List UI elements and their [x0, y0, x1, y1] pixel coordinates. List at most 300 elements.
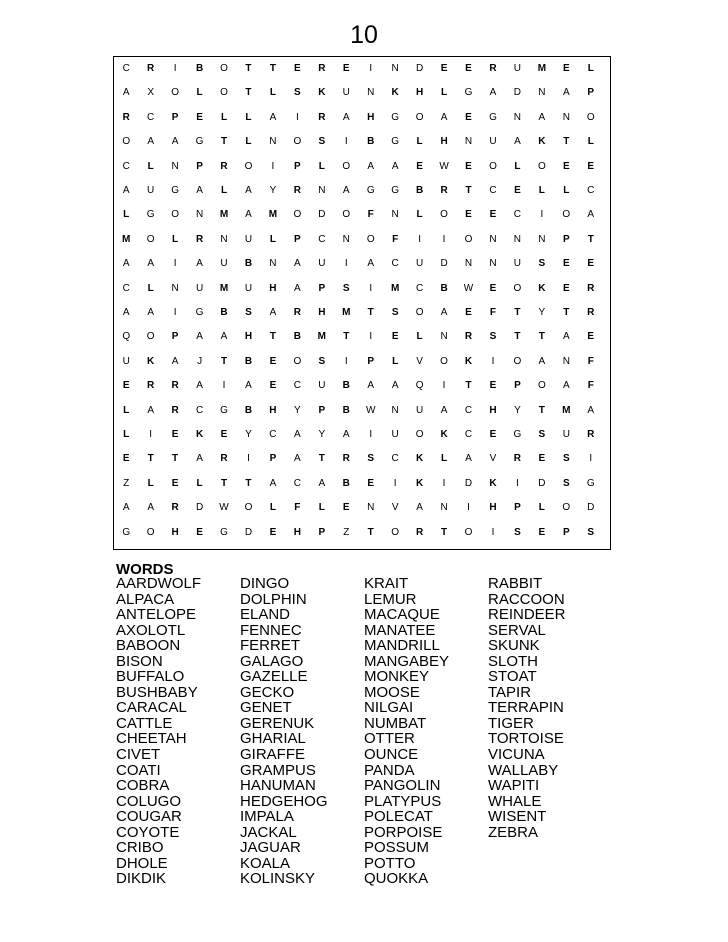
grid-cell[interactable]: A: [245, 209, 252, 221]
grid-cell[interactable]: M: [219, 209, 229, 221]
grid-cell[interactable]: A: [147, 258, 154, 270]
grid-cell[interactable]: A: [294, 453, 301, 465]
grid-cell[interactable]: E: [196, 111, 203, 123]
grid-cell[interactable]: K: [538, 282, 546, 294]
grid-cell[interactable]: A: [269, 111, 277, 123]
grid-cell[interactable]: L: [441, 453, 448, 465]
grid-cell[interactable]: B: [244, 404, 253, 416]
grid-cell[interactable]: O: [244, 160, 253, 172]
grid-cell[interactable]: A: [294, 429, 301, 440]
grid-cell[interactable]: A: [196, 380, 203, 392]
grid-cell[interactable]: H: [293, 526, 301, 538]
grid-cell[interactable]: U: [244, 233, 253, 245]
grid-cell[interactable]: O: [415, 111, 424, 123]
grid-cell[interactable]: E: [196, 526, 203, 538]
grid-cell[interactable]: L: [441, 87, 448, 99]
grid-cell[interactable]: I: [491, 355, 495, 367]
grid-cell[interactable]: X: [147, 87, 154, 99]
grid-cell[interactable]: C: [195, 404, 204, 416]
grid-cell[interactable]: N: [538, 87, 546, 99]
grid-cell[interactable]: A: [147, 307, 154, 318]
grid-cell[interactable]: K: [440, 429, 448, 440]
grid-cell[interactable]: R: [587, 307, 595, 318]
grid-cell[interactable]: O: [440, 209, 448, 221]
grid-cell[interactable]: E: [538, 526, 546, 538]
grid-cell[interactable]: L: [172, 233, 179, 245]
grid-cell[interactable]: N: [513, 111, 522, 123]
grid-cell[interactable]: A: [122, 185, 130, 196]
grid-cell[interactable]: E: [391, 331, 399, 343]
grid-cell[interactable]: P: [587, 87, 595, 99]
grid-cell[interactable]: C: [587, 185, 595, 196]
grid-cell[interactable]: E: [416, 160, 423, 172]
grid-cell[interactable]: G: [195, 136, 204, 148]
grid-cell[interactable]: S: [367, 453, 375, 465]
grid-cell[interactable]: E: [269, 355, 277, 367]
grid-cell[interactable]: I: [173, 63, 177, 74]
grid-cell[interactable]: T: [367, 526, 374, 538]
grid-cell[interactable]: A: [122, 258, 130, 270]
grid-cell[interactable]: A: [245, 380, 252, 392]
grid-cell[interactable]: H: [269, 282, 277, 294]
grid-cell[interactable]: E: [220, 429, 228, 440]
grid-cell[interactable]: U: [147, 185, 155, 196]
grid-cell[interactable]: T: [172, 453, 179, 465]
grid-cell[interactable]: E: [122, 453, 130, 465]
grid-cell[interactable]: L: [123, 209, 130, 221]
grid-cell[interactable]: G: [146, 209, 155, 221]
grid-cell[interactable]: A: [122, 87, 130, 99]
grid-cell[interactable]: W: [365, 404, 376, 416]
grid-cell[interactable]: T: [538, 404, 545, 416]
grid-cell[interactable]: Y: [538, 307, 546, 318]
grid-cell[interactable]: V: [391, 502, 399, 514]
grid-cell[interactable]: A: [367, 380, 375, 392]
grid-cell[interactable]: I: [418, 233, 421, 245]
grid-cell[interactable]: S: [489, 331, 497, 343]
grid-cell[interactable]: A: [562, 380, 570, 392]
grid-cell[interactable]: T: [465, 380, 472, 392]
grid-cell[interactable]: N: [489, 258, 497, 270]
grid-cell[interactable]: E: [122, 380, 130, 392]
grid-cell[interactable]: R: [464, 331, 473, 343]
grid-cell[interactable]: A: [416, 502, 423, 514]
grid-cell[interactable]: O: [366, 233, 375, 245]
grid-cell[interactable]: R: [293, 307, 301, 318]
grid-cell[interactable]: T: [514, 331, 521, 343]
grid-cell[interactable]: B: [244, 258, 253, 270]
grid-cell[interactable]: C: [147, 111, 155, 123]
grid-cell[interactable]: A: [196, 331, 203, 343]
grid-cell[interactable]: A: [196, 258, 203, 270]
grid-cell[interactable]: E: [171, 477, 179, 489]
grid-cell[interactable]: R: [195, 233, 204, 245]
grid-cell[interactable]: L: [563, 185, 570, 196]
grid-cell[interactable]: O: [391, 526, 400, 538]
grid-cell[interactable]: Y: [294, 404, 301, 416]
grid-cell[interactable]: K: [415, 477, 424, 489]
grid-cell[interactable]: N: [489, 233, 497, 245]
grid-cell[interactable]: R: [318, 111, 326, 123]
grid-cell[interactable]: P: [514, 380, 521, 392]
grid-cell[interactable]: R: [122, 111, 130, 123]
grid-cell[interactable]: T: [269, 63, 276, 74]
grid-cell[interactable]: L: [538, 502, 545, 514]
grid-cell[interactable]: O: [293, 355, 302, 367]
grid-cell[interactable]: L: [538, 185, 545, 196]
grid-cell[interactable]: O: [586, 111, 595, 123]
grid-cell[interactable]: B: [293, 331, 301, 343]
grid-cell[interactable]: I: [173, 258, 177, 270]
grid-cell[interactable]: S: [391, 307, 399, 318]
grid-cell[interactable]: J: [197, 355, 203, 367]
grid-cell[interactable]: I: [173, 307, 177, 318]
grid-cell[interactable]: C: [318, 233, 326, 245]
grid-cell[interactable]: C: [391, 453, 399, 465]
grid-cell[interactable]: I: [393, 477, 397, 489]
grid-cell[interactable]: D: [244, 526, 253, 538]
grid-cell[interactable]: M: [342, 307, 351, 318]
grid-cell[interactable]: Y: [245, 429, 252, 440]
grid-cell[interactable]: U: [562, 429, 570, 440]
grid-cell[interactable]: T: [514, 307, 521, 318]
grid-cell[interactable]: O: [146, 526, 155, 538]
grid-cell[interactable]: L: [269, 233, 276, 245]
grid-cell[interactable]: A: [587, 404, 595, 416]
grid-cell[interactable]: R: [171, 502, 179, 514]
grid-cell[interactable]: N: [220, 233, 228, 245]
grid-cell[interactable]: L: [416, 209, 423, 221]
grid-cell[interactable]: A: [196, 185, 203, 196]
grid-cell[interactable]: E: [269, 526, 277, 538]
grid-cell[interactable]: C: [489, 185, 497, 196]
grid-cell[interactable]: L: [416, 331, 423, 343]
grid-cell[interactable]: M: [537, 63, 547, 74]
grid-cell[interactable]: R: [220, 453, 228, 465]
grid-cell[interactable]: O: [171, 209, 179, 221]
grid-cell[interactable]: A: [245, 185, 252, 196]
grid-cell[interactable]: B: [342, 404, 350, 416]
grid-cell[interactable]: O: [537, 380, 546, 392]
grid-cell[interactable]: A: [538, 355, 546, 367]
grid-cell[interactable]: N: [391, 209, 399, 221]
grid-cell[interactable]: N: [562, 355, 570, 367]
grid-cell[interactable]: O: [293, 136, 302, 148]
grid-cell[interactable]: T: [245, 63, 252, 74]
grid-cell[interactable]: O: [342, 209, 351, 221]
grid-cell[interactable]: G: [195, 307, 204, 318]
grid-cell[interactable]: A: [587, 209, 595, 221]
grid-cell[interactable]: O: [146, 233, 155, 245]
grid-cell[interactable]: S: [562, 453, 570, 465]
grid-cell[interactable]: H: [244, 331, 253, 343]
grid-cell[interactable]: N: [464, 136, 473, 148]
grid-cell[interactable]: T: [147, 453, 154, 465]
grid-cell[interactable]: M: [317, 331, 326, 343]
grid-cell[interactable]: E: [514, 185, 521, 196]
grid-cell[interactable]: E: [465, 160, 472, 172]
grid-cell[interactable]: Q: [122, 331, 131, 343]
grid-cell[interactable]: Z: [123, 477, 130, 489]
grid-cell[interactable]: A: [294, 258, 301, 270]
grid-cell[interactable]: D: [195, 502, 204, 514]
grid-cell[interactable]: I: [442, 380, 446, 392]
grid-cell[interactable]: I: [540, 209, 544, 221]
grid-cell[interactable]: P: [294, 233, 301, 245]
grid-cell[interactable]: F: [294, 502, 301, 514]
grid-cell[interactable]: A: [122, 502, 130, 514]
grid-cell[interactable]: A: [489, 87, 497, 99]
grid-cell[interactable]: U: [415, 404, 424, 416]
grid-cell[interactable]: D: [464, 477, 473, 489]
grid-cell[interactable]: C: [122, 63, 130, 74]
grid-cell[interactable]: O: [464, 526, 473, 538]
grid-cell[interactable]: B: [244, 355, 253, 367]
grid-cell[interactable]: G: [220, 404, 228, 416]
grid-cell[interactable]: A: [269, 307, 277, 318]
grid-cell[interactable]: E: [562, 282, 570, 294]
grid-cell[interactable]: I: [222, 380, 226, 392]
grid-cell[interactable]: L: [245, 136, 252, 148]
grid-cell[interactable]: O: [415, 307, 424, 318]
grid-cell[interactable]: C: [415, 282, 424, 294]
grid-cell[interactable]: L: [269, 502, 276, 514]
grid-cell[interactable]: I: [149, 429, 153, 440]
grid-cell[interactable]: R: [147, 380, 155, 392]
grid-cell[interactable]: A: [440, 404, 448, 416]
grid-cell[interactable]: P: [196, 160, 203, 172]
grid-cell[interactable]: O: [293, 209, 302, 221]
grid-cell[interactable]: N: [171, 160, 179, 172]
grid-cell[interactable]: L: [318, 160, 325, 172]
grid-cell[interactable]: B: [367, 136, 375, 148]
grid-cell[interactable]: M: [219, 282, 229, 294]
grid-cell[interactable]: E: [562, 160, 570, 172]
grid-cell[interactable]: G: [122, 526, 131, 538]
grid-cell[interactable]: C: [391, 258, 399, 270]
grid-cell[interactable]: K: [489, 477, 497, 489]
grid-cell[interactable]: D: [587, 502, 595, 514]
grid-cell[interactable]: L: [587, 136, 594, 148]
grid-cell[interactable]: M: [268, 209, 278, 221]
grid-cell[interactable]: U: [391, 429, 399, 440]
grid-cell[interactable]: B: [220, 307, 228, 318]
grid-cell[interactable]: P: [514, 502, 521, 514]
grid-cell[interactable]: G: [171, 185, 179, 196]
grid-cell[interactable]: I: [247, 453, 250, 465]
grid-cell[interactable]: E: [489, 380, 497, 392]
grid-cell[interactable]: S: [294, 87, 301, 99]
grid-cell[interactable]: E: [465, 209, 472, 221]
grid-cell[interactable]: N: [269, 136, 277, 148]
grid-cell[interactable]: O: [537, 160, 546, 172]
grid-cell[interactable]: G: [391, 185, 400, 196]
grid-cell[interactable]: E: [342, 63, 350, 74]
grid-cell[interactable]: A: [391, 380, 399, 392]
grid-cell[interactable]: E: [367, 477, 375, 489]
grid-cell[interactable]: C: [464, 404, 473, 416]
grid-cell[interactable]: O: [513, 355, 522, 367]
grid-cell[interactable]: T: [538, 331, 545, 343]
grid-cell[interactable]: K: [415, 453, 424, 465]
grid-cell[interactable]: N: [391, 404, 399, 416]
grid-cell[interactable]: P: [171, 331, 179, 343]
grid-cell[interactable]: C: [513, 209, 522, 221]
grid-cell[interactable]: O: [220, 63, 228, 74]
grid-cell[interactable]: R: [587, 282, 595, 294]
grid-cell[interactable]: B: [195, 63, 204, 74]
grid-cell[interactable]: K: [147, 355, 155, 367]
grid-cell[interactable]: L: [269, 87, 276, 99]
grid-cell[interactable]: R: [440, 185, 448, 196]
grid-cell[interactable]: A: [440, 307, 448, 318]
grid-cell[interactable]: O: [244, 502, 253, 514]
grid-cell[interactable]: T: [563, 307, 570, 318]
grid-cell[interactable]: P: [367, 355, 375, 367]
grid-cell[interactable]: L: [123, 404, 130, 416]
grid-cell[interactable]: N: [195, 209, 204, 221]
grid-cell[interactable]: K: [195, 429, 204, 440]
grid-cell[interactable]: U: [195, 282, 204, 294]
grid-cell[interactable]: D: [415, 63, 424, 74]
grid-cell[interactable]: L: [147, 160, 154, 172]
grid-cell[interactable]: B: [342, 477, 350, 489]
grid-cell[interactable]: K: [318, 87, 326, 99]
grid-cell[interactable]: L: [220, 111, 228, 123]
grid-cell[interactable]: N: [342, 233, 350, 245]
grid-cell[interactable]: H: [171, 526, 179, 538]
grid-cell[interactable]: C: [293, 477, 301, 489]
grid-cell[interactable]: W: [463, 282, 474, 294]
grid-cell[interactable]: C: [269, 429, 277, 440]
grid-cell[interactable]: E: [294, 63, 301, 74]
grid-cell[interactable]: L: [318, 502, 325, 514]
grid-cell[interactable]: R: [220, 160, 228, 172]
grid-cell[interactable]: U: [342, 87, 350, 99]
grid-cell[interactable]: T: [441, 526, 448, 538]
grid-cell[interactable]: G: [391, 136, 400, 148]
grid-cell[interactable]: I: [467, 502, 470, 514]
grid-cell[interactable]: N: [440, 502, 448, 514]
grid-cell[interactable]: N: [367, 87, 375, 99]
grid-cell[interactable]: T: [220, 355, 228, 367]
grid-cell[interactable]: S: [245, 307, 252, 318]
grid-cell[interactable]: I: [271, 160, 275, 172]
grid-cell[interactable]: E: [171, 429, 179, 440]
grid-cell[interactable]: N: [464, 258, 473, 270]
grid-cell[interactable]: A: [269, 477, 277, 489]
grid-cell[interactable]: R: [293, 185, 301, 196]
grid-cell[interactable]: A: [367, 258, 375, 270]
grid-cell[interactable]: U: [122, 355, 130, 367]
grid-cell[interactable]: P: [318, 282, 326, 294]
grid-cell[interactable]: S: [342, 282, 350, 294]
grid-cell[interactable]: O: [171, 87, 179, 99]
grid-cell[interactable]: I: [491, 526, 495, 538]
grid-cell[interactable]: E: [587, 160, 595, 172]
grid-cell[interactable]: L: [587, 63, 594, 74]
grid-cell[interactable]: G: [489, 111, 497, 123]
grid-cell[interactable]: E: [269, 380, 277, 392]
grid-cell[interactable]: O: [220, 87, 228, 99]
grid-cell[interactable]: A: [538, 111, 546, 123]
grid-cell[interactable]: I: [344, 136, 348, 148]
grid-cell[interactable]: E: [465, 111, 472, 123]
grid-cell[interactable]: S: [562, 477, 570, 489]
grid-cell[interactable]: A: [294, 282, 301, 294]
grid-cell[interactable]: Q: [415, 380, 424, 392]
grid-cell[interactable]: E: [587, 331, 595, 343]
grid-cell[interactable]: Y: [269, 185, 277, 196]
grid-cell[interactable]: T: [563, 136, 570, 148]
grid-cell[interactable]: I: [589, 453, 593, 465]
grid-cell[interactable]: N: [171, 282, 179, 294]
grid-cell[interactable]: A: [342, 185, 350, 196]
grid-cell[interactable]: B: [342, 380, 350, 392]
grid-cell[interactable]: N: [440, 331, 448, 343]
grid-cell[interactable]: F: [489, 307, 497, 318]
grid-cell[interactable]: T: [245, 477, 252, 489]
grid-cell[interactable]: U: [415, 258, 424, 270]
grid-cell[interactable]: D: [440, 258, 448, 270]
grid-cell[interactable]: P: [318, 526, 326, 538]
grid-cell[interactable]: K: [391, 87, 399, 99]
grid-cell[interactable]: P: [294, 160, 301, 172]
grid-cell[interactable]: G: [366, 185, 375, 196]
grid-cell[interactable]: B: [415, 185, 424, 196]
grid-cell[interactable]: O: [415, 429, 424, 440]
grid-cell[interactable]: B: [440, 282, 448, 294]
grid-cell[interactable]: F: [367, 209, 374, 221]
grid-cell[interactable]: A: [514, 136, 521, 148]
grid-cell[interactable]: A: [171, 355, 179, 367]
grid-cell[interactable]: A: [342, 111, 350, 123]
grid-cell[interactable]: L: [220, 185, 228, 196]
grid-cell[interactable]: C: [122, 282, 130, 294]
grid-cell[interactable]: S: [587, 526, 595, 538]
grid-cell[interactable]: L: [123, 429, 130, 440]
grid-cell[interactable]: D: [538, 477, 546, 489]
grid-cell[interactable]: V: [416, 355, 423, 367]
grid-cell[interactable]: N: [318, 185, 326, 196]
grid-cell[interactable]: E: [538, 453, 546, 465]
grid-cell[interactable]: E: [587, 258, 595, 270]
grid-cell[interactable]: L: [196, 477, 203, 489]
grid-cell[interactable]: A: [367, 160, 375, 172]
grid-cell[interactable]: H: [440, 136, 448, 148]
grid-cell[interactable]: S: [538, 429, 546, 440]
grid-cell[interactable]: H: [489, 502, 497, 514]
grid-cell[interactable]: T: [343, 331, 350, 343]
grid-cell[interactable]: A: [562, 331, 570, 343]
grid-cell[interactable]: A: [196, 453, 203, 465]
grid-cell[interactable]: O: [489, 160, 497, 172]
grid-cell[interactable]: T: [245, 87, 252, 99]
grid-cell[interactable]: L: [514, 160, 521, 172]
grid-cell[interactable]: T: [465, 185, 472, 196]
grid-cell[interactable]: D: [318, 209, 326, 221]
grid-cell[interactable]: U: [513, 63, 522, 74]
grid-cell[interactable]: P: [318, 404, 326, 416]
grid-cell[interactable]: L: [147, 282, 154, 294]
grid-cell[interactable]: O: [562, 209, 571, 221]
grid-cell[interactable]: L: [196, 87, 203, 99]
grid-cell[interactable]: G: [586, 477, 595, 489]
grid-cell[interactable]: G: [391, 111, 400, 123]
grid-cell[interactable]: A: [465, 453, 472, 465]
grid-cell[interactable]: H: [489, 404, 497, 416]
grid-cell[interactable]: E: [489, 429, 497, 440]
